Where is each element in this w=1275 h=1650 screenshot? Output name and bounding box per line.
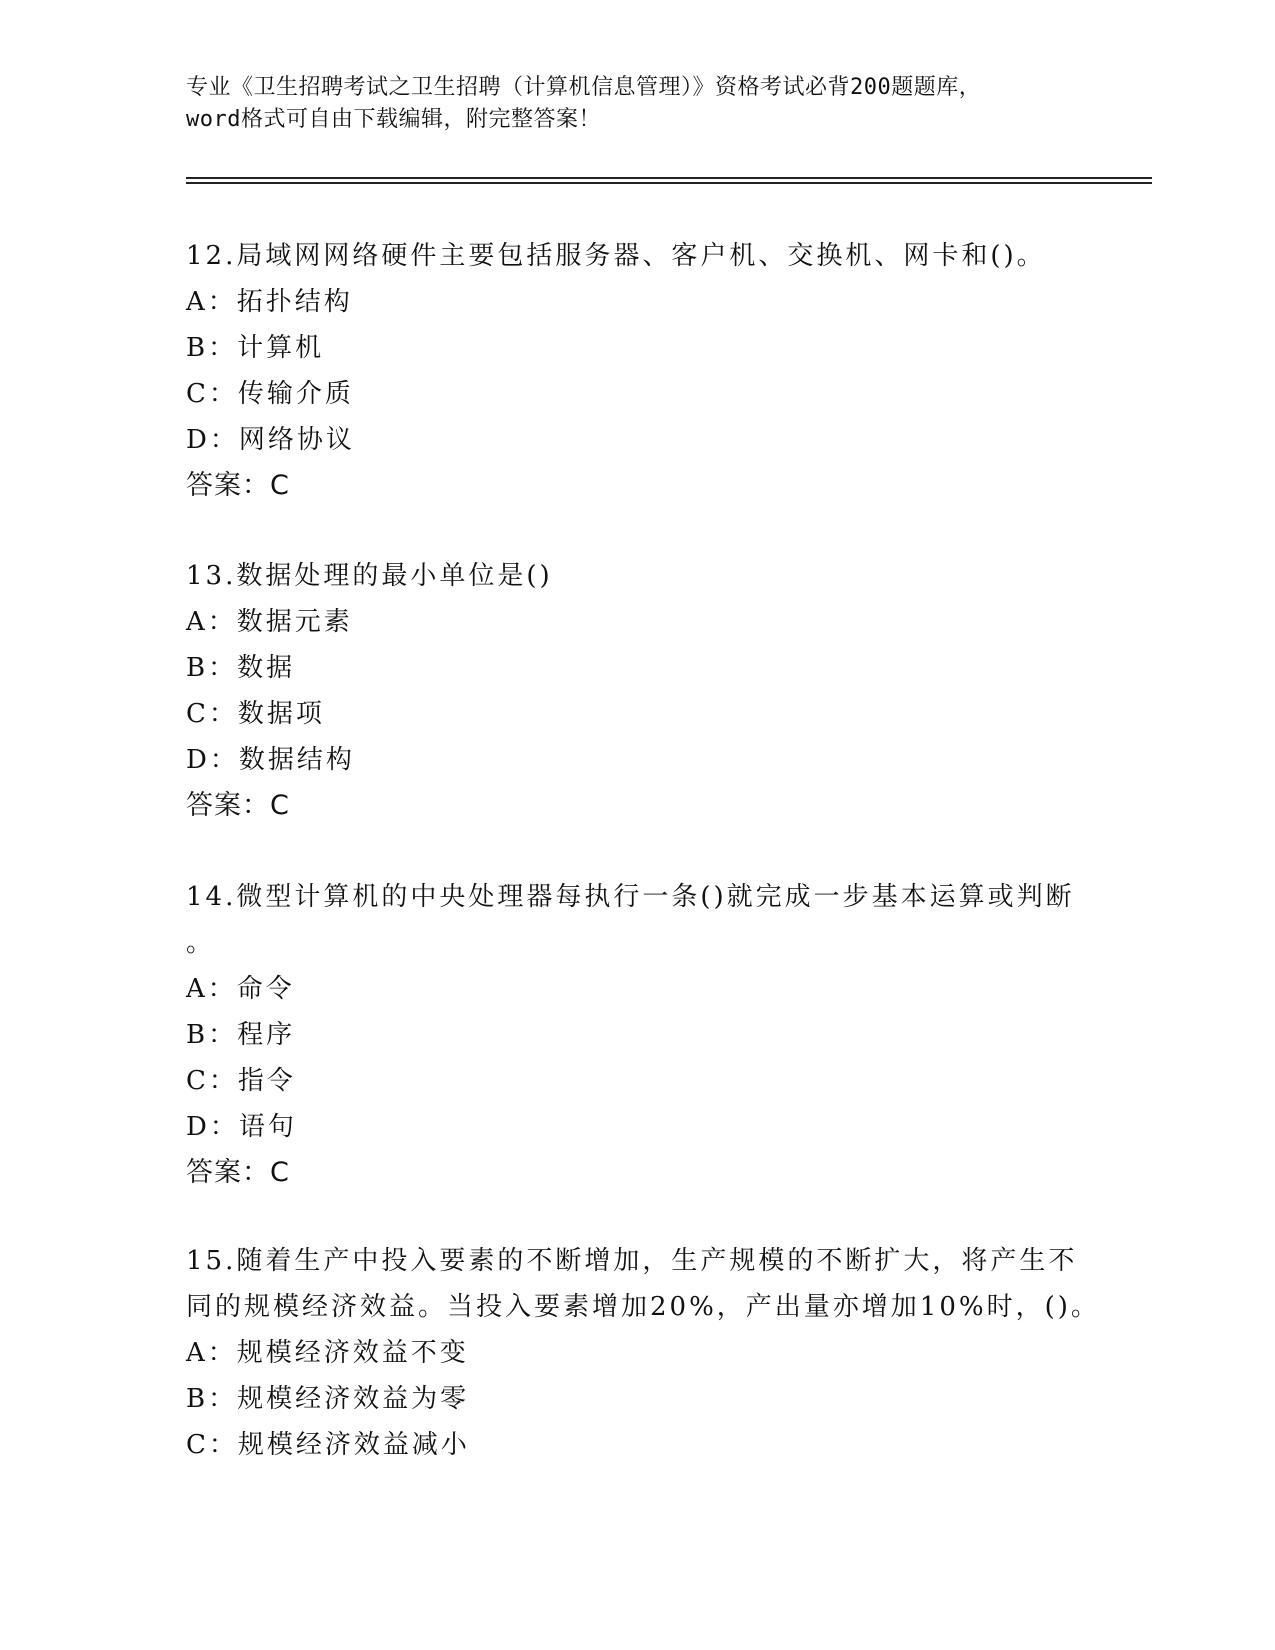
question-15 bbox=[186, 1238, 1100, 1468]
option-a: A：拓扑结构 bbox=[186, 287, 353, 317]
option-d: D：数据结构 bbox=[186, 745, 355, 775]
question-stem-continued: 同的规模经济效益。当投入要素增加20%，产出量亦增加10%时，()。 bbox=[186, 1292, 1100, 1322]
answer: 答案：C bbox=[186, 470, 290, 501]
option-c: C：规模经济效益减小 bbox=[186, 1430, 470, 1460]
option-a: A：数据元素 bbox=[186, 607, 353, 637]
option-c: C：数据项 bbox=[186, 699, 325, 729]
answer: 答案：C bbox=[186, 790, 290, 821]
option-a: A：命令 bbox=[186, 974, 295, 1004]
question-stem-continued: 。 bbox=[186, 928, 216, 958]
option-d: D：语句 bbox=[186, 1112, 297, 1142]
option-b: B：数据 bbox=[186, 653, 296, 683]
header-divider-bottom bbox=[186, 182, 1152, 184]
header-divider-top bbox=[186, 177, 1152, 179]
option-d: D：网络协议 bbox=[186, 425, 355, 455]
question-stem: 15.随着生产中投入要素的不断增加，生产规模的不断扩大，将产生不 bbox=[186, 1246, 1078, 1276]
header-title-line-1: 专业《卫生招聘考试之卫生招聘（计算机信息管理）》资格考试必背200题题库， bbox=[186, 75, 982, 100]
question-stem: 12.局域网网络硬件主要包括服务器、客户机、交换机、网卡和()。 bbox=[186, 241, 1046, 271]
header-title-line-2: word格式可自由下载编辑，附完整答案！ bbox=[186, 107, 601, 132]
option-a: A：规模经济效益不变 bbox=[186, 1338, 469, 1368]
answer: 答案：C bbox=[186, 1157, 290, 1188]
option-c: C：传输介质 bbox=[186, 379, 354, 409]
question-12 bbox=[186, 233, 1086, 509]
option-b: B：程序 bbox=[186, 1020, 296, 1050]
question-14 bbox=[186, 874, 1086, 1196]
document-header bbox=[186, 72, 1086, 136]
question-stem: 13.数据处理的最小单位是() bbox=[186, 561, 553, 591]
option-b: B：计算机 bbox=[186, 333, 325, 363]
question-13 bbox=[186, 553, 1086, 829]
option-c: C：指令 bbox=[186, 1066, 296, 1096]
option-b: B：规模经济效益为零 bbox=[186, 1384, 470, 1414]
question-stem: 14.微型计算机的中央处理器每执行一条()就完成一步基本运算或判断 bbox=[186, 882, 1075, 912]
